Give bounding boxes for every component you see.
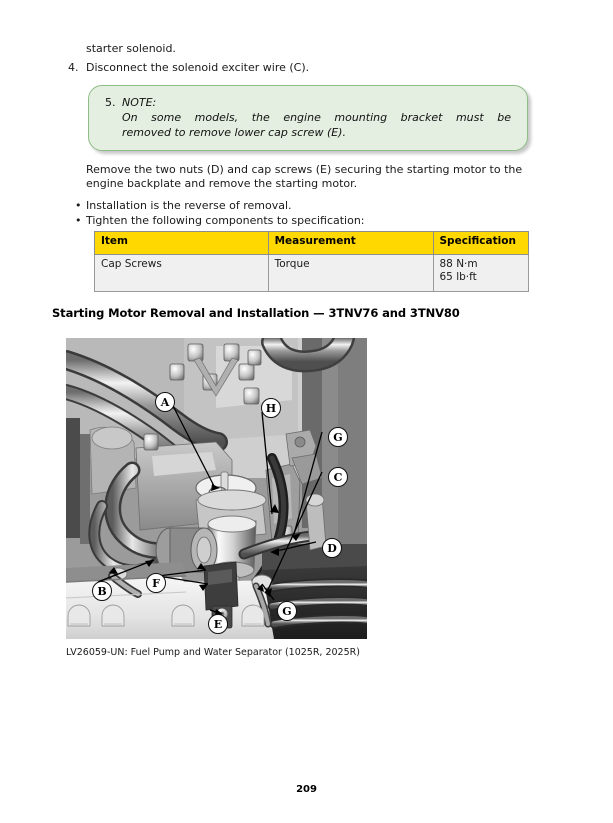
cell-item: Cap Screws (95, 255, 269, 292)
note-label: NOTE: (122, 96, 157, 109)
callout-label: E (213, 617, 223, 631)
continuation-text: starter solenoid. (86, 42, 176, 55)
column-header-item: Item (95, 232, 269, 255)
list-item: • Tighten the following components to specification: (74, 213, 534, 228)
note-line-1: On some models, the engine mounting bracket must be (122, 111, 511, 124)
callout-c (328, 467, 348, 487)
note-body (122, 110, 511, 140)
callout-label: G (333, 430, 343, 444)
table-row (95, 255, 529, 292)
procedure-step-4 (68, 60, 538, 75)
callout-label: C (333, 470, 343, 484)
callout-label: G (282, 604, 292, 618)
page-number: 209 (296, 784, 317, 795)
callout-e (208, 614, 228, 634)
callout-label: D (327, 541, 337, 555)
step-number: 4. (68, 61, 79, 74)
callout-label: F (152, 576, 160, 590)
cell-specification (433, 255, 529, 292)
callout-label: B (97, 584, 107, 598)
column-header-specification: Specification (433, 232, 529, 255)
note-header (105, 95, 511, 110)
note-line-2: removed to remove lower cap screw (E). (122, 126, 346, 139)
column-header-measurement: Measurement (268, 232, 433, 255)
callout-a (155, 392, 175, 412)
figure-caption: LV26059-UN: Fuel Pump and Water Separator (1025R, 2025R) (66, 647, 360, 658)
list-item: • Installation is the reverse of removal. (74, 198, 534, 213)
bullet-list (74, 198, 534, 228)
spec-value-metric: 88 N·m (439, 258, 478, 270)
cell-measurement: Torque (268, 255, 433, 292)
callout-label: H (265, 401, 277, 415)
callout-h (261, 398, 281, 418)
body-paragraph: Remove the two nuts (D) and cap screws (E) securing the starting motor to the engine backplate and remove the starting motor. (86, 163, 523, 190)
note-number: 5. (105, 96, 116, 109)
step-text: Disconnect the solenoid exciter wire (C). (86, 61, 310, 74)
callout-f (146, 573, 166, 593)
note-box (88, 85, 528, 151)
callout-g-upper (328, 427, 348, 447)
spec-value-imperial: 65 lb·ft (439, 271, 477, 283)
section-heading: Starting Motor Removal and Installation — 3TNV76 and 3TNV80 (52, 306, 460, 320)
callout-b (92, 581, 112, 601)
callout-d (322, 538, 342, 558)
callout-label: A (160, 395, 170, 409)
table-header-row (95, 232, 529, 255)
specification-table (94, 231, 529, 292)
callout-g-lower (277, 601, 297, 621)
